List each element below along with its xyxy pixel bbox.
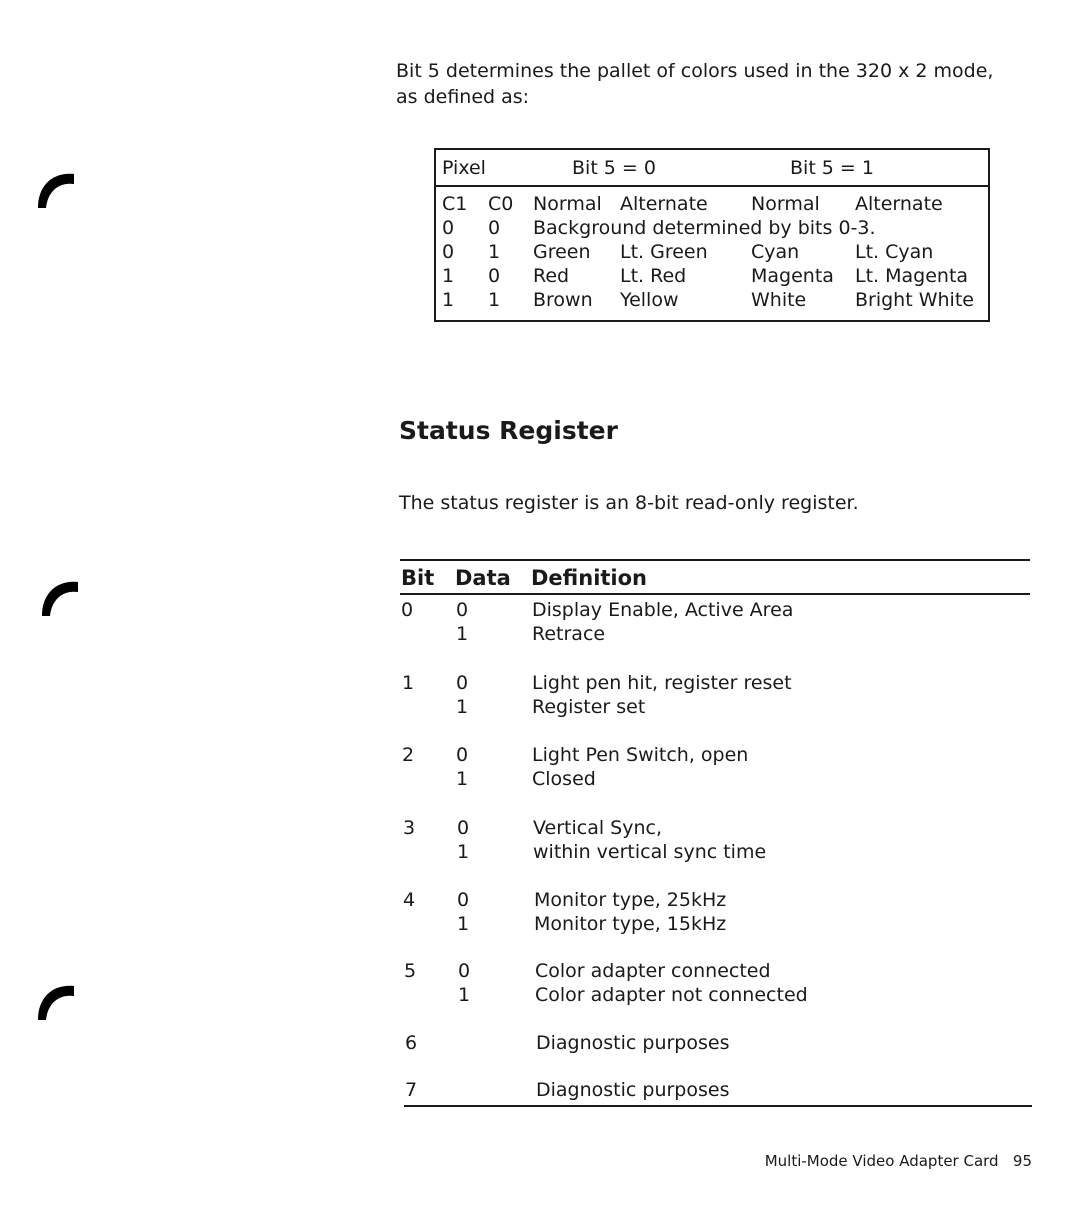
- definition-cell: within vertical sync time: [533, 841, 767, 863]
- section-description: The status register is an 8-bit read-only register.: [399, 492, 859, 514]
- data-cell: 0: [456, 599, 469, 621]
- definition-cell: Light pen hit, register reset: [532, 672, 792, 694]
- table-cell: 0: [442, 217, 455, 239]
- bit-cell: 1: [402, 672, 415, 694]
- table-cell: 0: [442, 241, 455, 263]
- table-cell: Brown: [533, 289, 593, 311]
- table-cell: Lt. Cyan: [855, 241, 934, 263]
- table-cell: 0: [488, 265, 501, 287]
- bit5-zero-header: Bit 5 = 0: [572, 157, 656, 179]
- data-cell: 0: [458, 960, 471, 982]
- table-cell: 1: [488, 241, 501, 263]
- pixel-color-table: [434, 148, 990, 322]
- table-cell: Bright White: [855, 289, 974, 311]
- definition-cell: Closed: [532, 768, 596, 790]
- definition-cell: Monitor type, 15kHz: [534, 913, 727, 935]
- table-cell: Red: [533, 265, 570, 287]
- column-header-data: Data: [455, 566, 511, 590]
- bit-cell: 0: [401, 599, 414, 621]
- section-title: Status Register: [399, 416, 618, 445]
- data-cell: 1: [456, 696, 469, 718]
- definition-cell: Light Pen Switch, open: [532, 744, 749, 766]
- definition-cell: Register set: [532, 696, 646, 718]
- table-cell: Green: [533, 241, 591, 263]
- data-cell: 1: [458, 984, 471, 1006]
- table-cell: Normal: [533, 193, 602, 215]
- bit-cell: 7: [405, 1079, 418, 1101]
- page-number: 95: [1012, 1152, 1032, 1170]
- table-bottom-rule: [404, 1105, 1032, 1107]
- table-cell: Lt. Magenta: [855, 265, 969, 287]
- data-cell: 1: [456, 623, 469, 645]
- definition-cell: Color adapter connected: [535, 960, 771, 982]
- binder-hole-mark-icon: [34, 168, 78, 212]
- definition-cell: Display Enable, Active Area: [532, 599, 794, 621]
- definition-cell: Retrace: [532, 623, 606, 645]
- table-cell: Lt. Green: [620, 241, 708, 263]
- data-cell: 0: [457, 817, 470, 839]
- definition-cell: Vertical Sync,: [533, 817, 662, 839]
- table-cell: 1: [488, 289, 501, 311]
- data-cell: 0: [456, 672, 469, 694]
- pixel-header: Pixel: [442, 157, 486, 179]
- definition-cell: Color adapter not connected: [535, 984, 808, 1006]
- table-header-rule: [400, 593, 1030, 595]
- binder-hole-mark-icon: [34, 980, 78, 1024]
- table-cell: Lt. Red: [620, 265, 687, 287]
- table-cell: Cyan: [751, 241, 800, 263]
- table-cell: White: [751, 289, 807, 311]
- data-cell: 0: [457, 889, 470, 911]
- data-cell: 0: [456, 744, 469, 766]
- table-cell: 1: [442, 265, 455, 287]
- intro-paragraph: Bit 5 determines the pallet of colors used in the 320 x 2 mode, as defined as:: [396, 60, 994, 108]
- definition-cell: Monitor type, 25kHz: [534, 889, 727, 911]
- column-header-definition: Definition: [531, 566, 648, 590]
- bit5-one-header: Bit 5 = 1: [790, 157, 874, 179]
- table-cell: C1: [442, 193, 468, 215]
- bit-cell: 2: [402, 744, 415, 766]
- data-cell: 1: [457, 913, 470, 935]
- table-cell: Alternate: [620, 193, 708, 215]
- table-cell: Normal: [751, 193, 820, 215]
- definition-cell: Diagnostic purposes: [536, 1032, 730, 1054]
- bit-cell: 5: [404, 960, 417, 982]
- table-cell: C0: [488, 193, 514, 215]
- table-top-rule: [400, 559, 1030, 561]
- bit-cell: 6: [405, 1032, 418, 1054]
- binder-hole-mark-icon: [38, 576, 82, 620]
- table-cell: 1: [442, 289, 455, 311]
- bit-cell: 3: [403, 817, 416, 839]
- table-cell: Background determined by bits 0-3.: [533, 217, 876, 239]
- table-cell: Yellow: [620, 289, 679, 311]
- column-header-bit: Bit: [401, 566, 435, 590]
- data-cell: 1: [456, 768, 469, 790]
- definition-cell: Diagnostic purposes: [536, 1079, 730, 1101]
- table-cell: Magenta: [751, 265, 834, 287]
- footer-title: Multi-Mode Video Adapter Card: [764, 1152, 999, 1170]
- page-footer: [765, 1152, 1032, 1170]
- data-cell: 1: [457, 841, 470, 863]
- table-cell: Alternate: [855, 193, 943, 215]
- bit-cell: 4: [403, 889, 416, 911]
- table-header-divider: [436, 185, 988, 187]
- table-cell: 0: [488, 217, 501, 239]
